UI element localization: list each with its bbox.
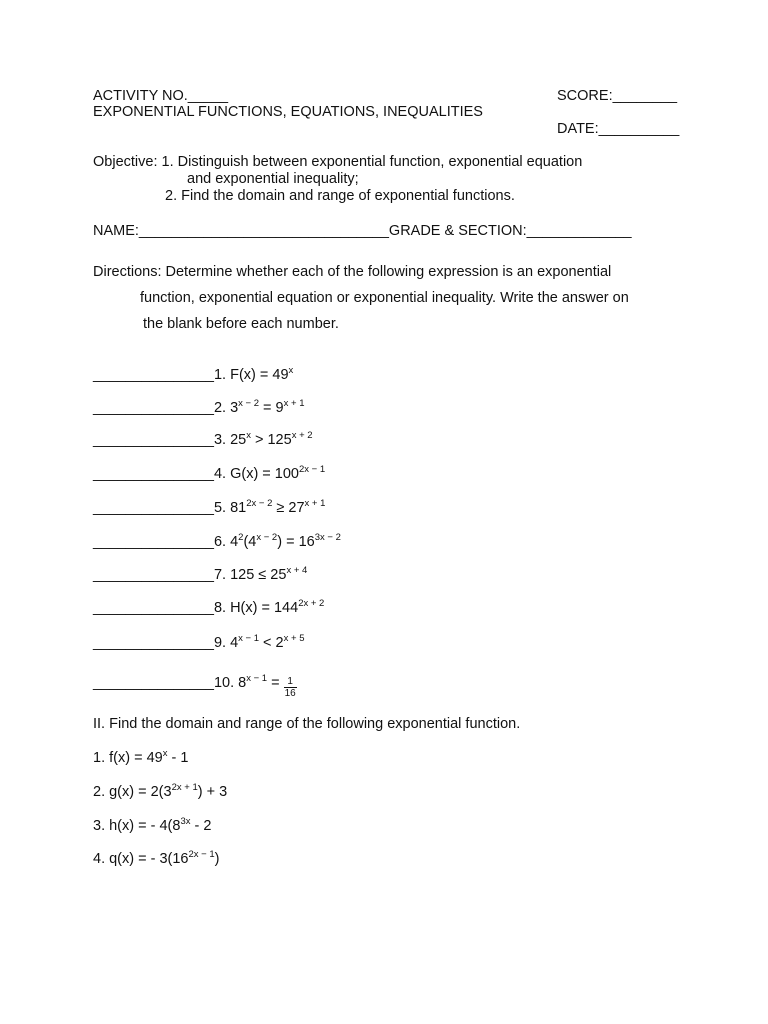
objective-line-2: and exponential inequality;	[187, 171, 359, 187]
list-item: _______________4. $G(x) = 100^{2x - 1}$	[93, 464, 326, 482]
answer-blank: _______________	[93, 432, 214, 448]
answer-blank: _______________	[93, 367, 214, 383]
date-field: DATE:__________	[557, 121, 680, 137]
list-item: _______________8. $H(x) = 144^{2x + 2}$	[93, 598, 325, 616]
part-2-heading: II. Find the domain and range of the following exponential function.	[93, 716, 521, 732]
list-item: 1. $f(x) = 49^x - 1$	[93, 748, 189, 766]
list-item: _______________5. $81^{2x - 2} \ge 27^{x + 1}$	[93, 498, 326, 516]
list-item: _______________7. $125 \le 25^{x + 4}$	[93, 565, 308, 583]
list-item: _______________2. $3^{x - 2} = 9^{x + 1}$	[93, 398, 305, 416]
objective-line-3: 2. Find the domain and range of exponential functions.	[165, 188, 515, 204]
directions-line-1: Directions: Determine whether each of the following expression is an exponential	[93, 264, 612, 280]
answer-blank: _______________	[93, 600, 214, 616]
objective-line-1: Objective: 1. Distinguish between exponential function, exponential equation	[93, 154, 583, 170]
activity-number: ACTIVITY NO._____	[93, 88, 229, 104]
name-grade-line: NAME:_______________________________GRADE & SECTION:_____________	[93, 223, 632, 239]
list-item: _______________10. $8^{x - 1}$ = $\frac{1}{16}$	[93, 673, 296, 699]
worksheet-title: EXPONENTIAL FUNCTIONS, EQUATIONS, INEQUALITIES	[93, 104, 483, 120]
list-item: _______________9. $4^{x - 1} < 2^{x + 5}$	[93, 633, 305, 651]
list-item: _______________6. $4^2(4^{x - 2}) = 16^{3x - 2}$	[93, 532, 341, 550]
directions-line-3: the blank before each number.	[143, 316, 339, 332]
list-item: 2. $g(x) = 2(3^{2x + 1}) + 3$	[93, 782, 228, 800]
list-item: 4. q(x) = - $3(16^{2x - 1})$	[93, 849, 220, 867]
answer-blank: _______________	[93, 635, 214, 651]
list-item: _______________3. $25^x > 125^{x + 2}$	[93, 430, 313, 448]
fraction: $\frac{1}{16}$	[284, 676, 296, 699]
answer-blank: _______________	[93, 534, 214, 550]
directions-line-2: function, exponential equation or exponential inequality. Write the answer on	[140, 290, 629, 306]
answer-blank: _______________	[93, 500, 214, 516]
list-item: 3. h(x) = - $4(8^{3x} - 2$	[93, 816, 212, 834]
list-item: _______________1. $F(x) = 49^x$	[93, 365, 294, 383]
score-field: SCORE:________	[557, 88, 678, 104]
answer-blank: _______________	[93, 466, 214, 482]
answer-blank: _______________	[93, 567, 214, 583]
answer-blank: _______________	[93, 675, 214, 691]
answer-blank: _______________	[93, 400, 214, 416]
